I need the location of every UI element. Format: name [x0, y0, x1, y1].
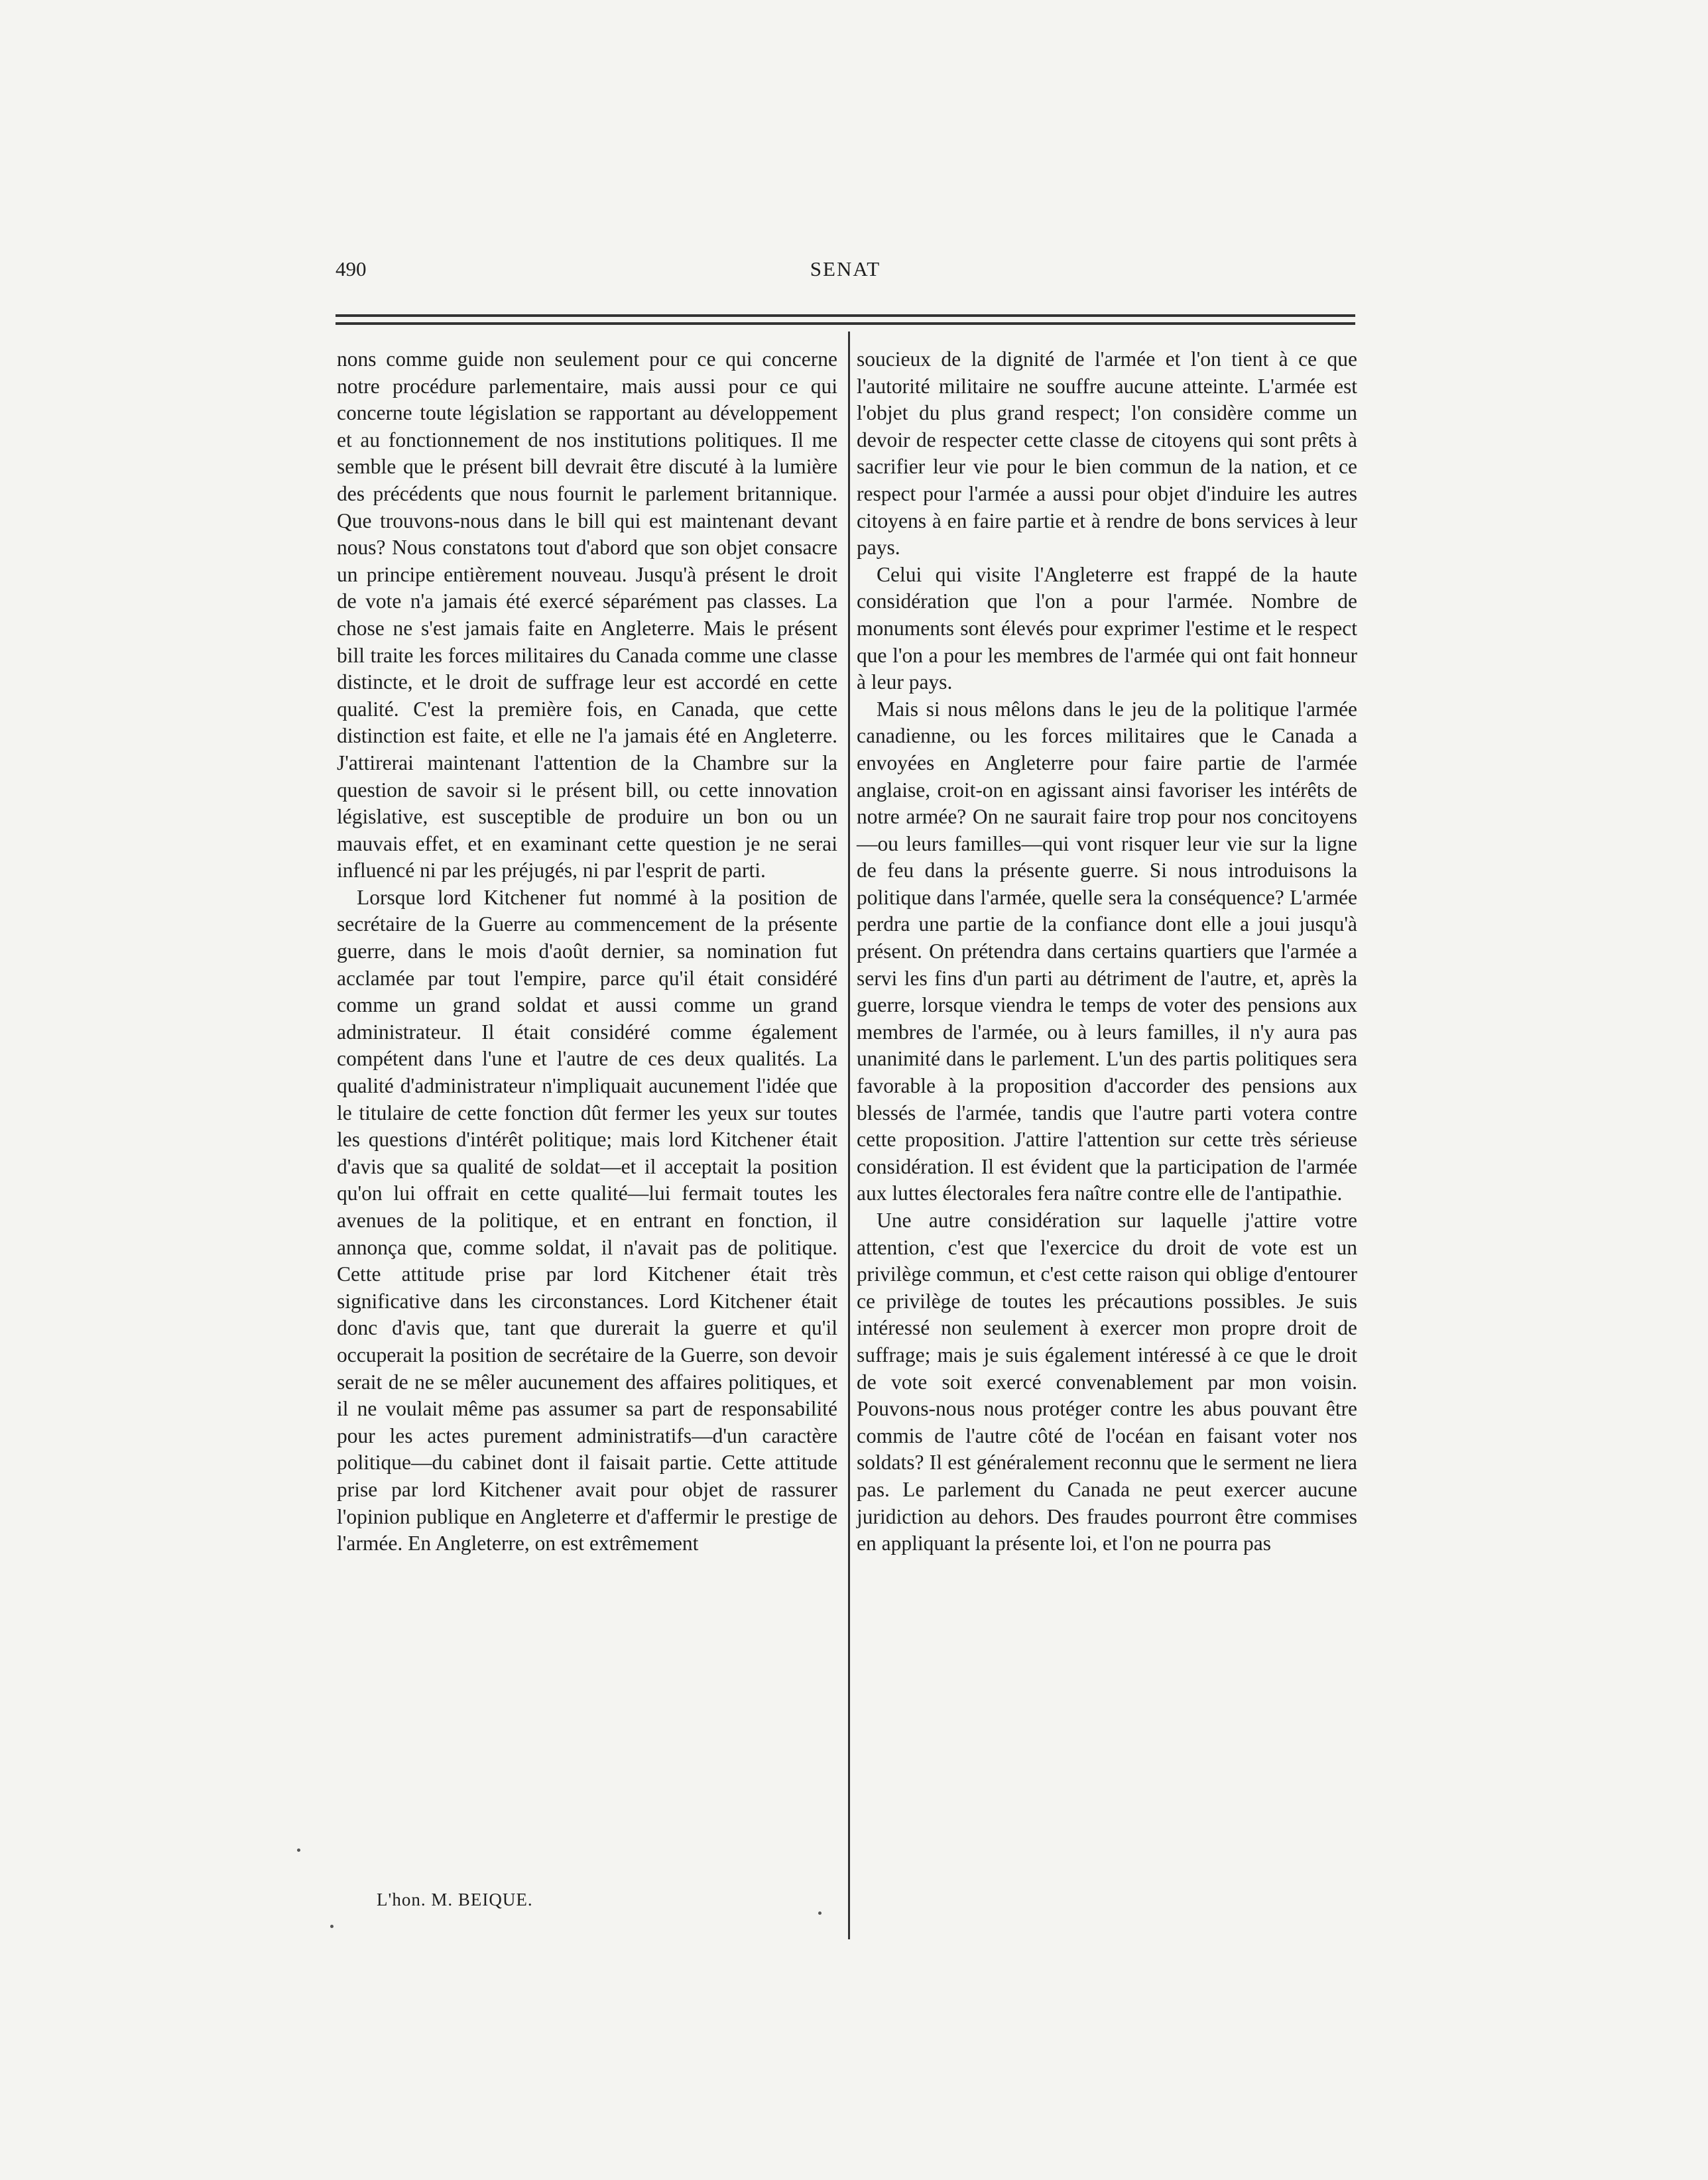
print-speck: [297, 1848, 300, 1852]
header-rule-bottom: [336, 322, 1355, 325]
running-title: SENAT: [810, 257, 881, 280]
paragraph: Celui qui visite l'Angleterre est frappé de la haute considération que l'on a pour l'armée. Nombre de monuments sont élevés pour exprimer l'estime et le respect que l'on a pour les membres de l'armée qui ont fait honneur à leur pays.: [857, 562, 1357, 694]
paragraph: Une autre considération sur laquelle j'attire votre attention, c'est que l'exercice du droit de vote est un privilège commun, et c'est cette raison qui oblige d'entourer ce privilège de toutes les précautions possibles. Je suis intéressé non seulement à exercer mon propre droit de suffrage; mais je suis également intéressé à ce que le droit de vote soit exercé convenablement par mon voisin. Pouvons-nous nous protéger contre les abus pouvant être commis de l'autre côté de l'océan en faisant voter nos soldats? Il est généralement reconnu que le serment ne liera pas. Le parlement du Canada ne peut exercer aucune juridiction au dehors. Des fraudes pourront être commises en appliquant la présente loi, et l'on ne pourra pas: [857, 1209, 1357, 1555]
left-column: [337, 346, 837, 1557]
header-rule-top: [336, 314, 1355, 317]
paragraph: soucieux de la dignité de l'armée et l'on tient à ce que l'autorité militaire ne souffre aucune atteinte. L'armée est l'objet du plus grand respect; l'on considère comme un devoir de respecter cette classe de citoyens qui sont prêts à sacrifier leur vie pour le bien commun de la nation, et ce respect pour l'armée a aussi pour objet d'induire les autres citoyens à en faire partie et à rendre de bons services à leur pays.: [857, 347, 1357, 560]
paragraph: Mais si nous mêlons dans le jeu de la politique l'armée canadienne, ou les forces militaires que le Canada a envoyées en Angleterre pour faire partie de l'armée anglaise, croit-on en agissant ainsi favoriser les intérêts de notre armée? On ne saurait faire trop pour nos concitoyens—ou leurs familles—qui vont risquer leur vie sur la ligne de feu dans la présente guerre. Si nous introduisons la politique dans l'armée, quelle sera la conséquence? L'armée perdra une partie de la confiance dont elle a joui jusqu'à présent. On prétendra dans certains quartiers que l'armée a servi les fins d'un parti au détriment de l'autre, et, après la guerre, lorsque viendra le temps de voter des pensions aux membres de l'armée, ou à leurs familles, il n'y aura pas unanimité dans le parlement. L'un des partis politiques sera favorable à la proposition d'accorder des pensions aux blessés de l'armée, tandis que l'autre parti votera contre cette proposition. J'attire l'attention sur cette très sérieuse considération. Il est évident que la participation de l'armée aux luttes électorales fera naître contre elle de l'antipathie.: [857, 697, 1357, 1205]
speaker-footer: L'hon. M. BEIQUE.: [377, 1890, 533, 1909]
print-speck: [330, 1925, 334, 1928]
column-divider: [848, 332, 850, 1939]
page-number: 490: [336, 257, 367, 280]
page-header: [336, 257, 1355, 290]
right-column: [857, 346, 1357, 1557]
paragraph: Lorsque lord Kitchener fut nommé à la position de secrétaire de la Guerre au commencement de la présente guerre, dans le mois d'août dernier, sa nomination fut acclamée par tout l'empire, parce qu'il était considéré comme un grand soldat et aussi comme un grand administrateur. Il était considéré comme également compétent dans l'une et l'autre de ces deux qualités. La qualité d'administrateur n'impliquait aucunement l'idée que le titulaire de cette fonction dût fermer les yeux sur toutes les questions d'intérêt politique; mais lord Kitchener était d'avis que sa qualité de soldat—et il acceptait la position qu'on lui offrait en cette qualité—lui fermait toutes les avenues de la politique, et en entrant en fonction, il annonça que, comme soldat, il n'avait pas de politique. Cette attitude prise par lord Kitchener était très significative dans les circonstances. Lord Kitchener était donc d'avis que, tant que durerait la guerre et qu'il occuperait la position de secrétaire de la Guerre, son devoir serait de ne se mêler aucunement des affaires politiques, et il ne voulait même pas assumer sa part de responsabilité pour les actes purement administratifs—d'un caractère politique—du cabinet dont il faisait partie. Cette attitude prise par lord Kitchener avait pour objet de rassurer l'opinion publique en Angleterre et d'affermir le prestige de l'armée. En Angleterre, on est extrêmement: [337, 885, 837, 1555]
print-speck: [818, 1911, 822, 1915]
paragraph: nons comme guide non seulement pour ce qui concerne notre procédure parlementaire, mais aussi pour ce qui concerne toute législation se rapportant au développement et au fonctionnement de nos institutions politiques. Il me semble que le présent bill devrait être discuté à la lumière des précédents que nous fournit le parlement britannique. Que trouvons-nous dans le bill qui est maintenant devant nous? Nous constatons tout d'abord que son objet consacre un principe entièrement nouveau. Jusqu'à présent le droit de vote n'a jamais été exercé séparément pas classes. La chose ne s'est jamais faite en Angleterre. Mais le présent bill traite les forces militaires du Canada comme une classe distincte, et le droit de suffrage leur est accordé en cette qualité. C'est la première fois, en Canada, que cette distinction est faite, et elle ne l'a jamais été en Angleterre. J'attirerai maintenant l'attention de la Chambre sur la question de savoir si le présent bill, ou cette innovation législative, est susceptible de produire un bon ou un mauvais effet, et en examinant cette question je ne serai influencé ni par les préjugés, ni par l'esprit de parti.: [337, 347, 837, 882]
